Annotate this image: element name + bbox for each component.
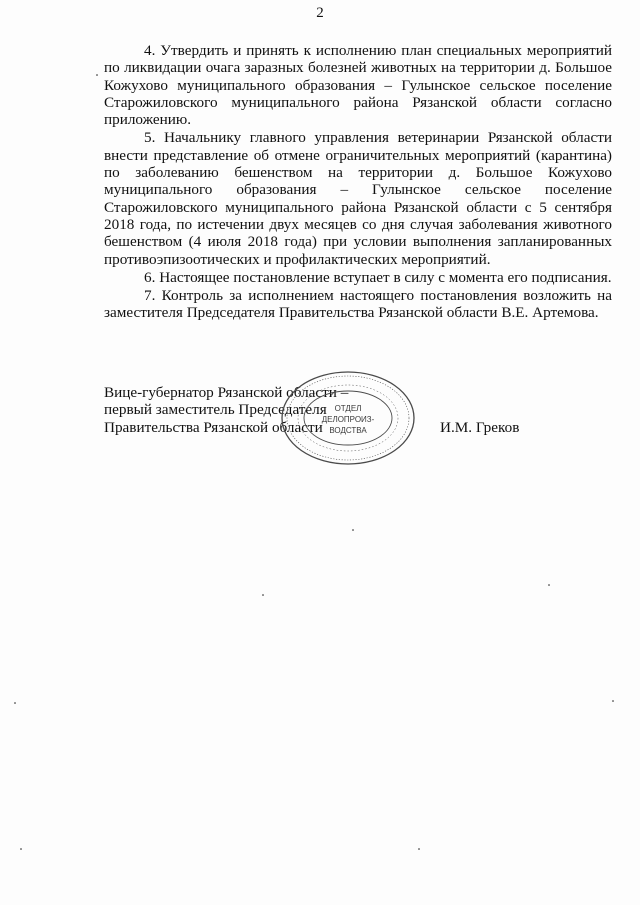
scan-speck [548, 584, 550, 586]
signatory-title-line-2: первый заместитель Председателя [104, 401, 327, 419]
signatory-title-line-1: Вице-губернатор Рязанской области – [104, 384, 349, 401]
paragraph-5: 5. Начальнику главного управления ветеринарии Рязанской области внести представление об отмене ограничительных мероприятий (карантина) по заболеванию бешенством на территории д. Большое Кожухово муниципального образования – Гулынское сельское поселение Старожиловского муниципального района Рязанской области с 5 сентября 2018 года, по истечении двух месяцев со дня случая заболевания животного бешенством (4 июля 2018 года) при условии выполнения запланированных противоэпизоотических и профилактических мероприятий. [104, 129, 612, 268]
scan-speck [14, 702, 16, 704]
seal-text-line-3: ВОДСТВА [329, 426, 367, 435]
document-body [104, 42, 612, 323]
scan-speck [20, 848, 22, 850]
official-seal-stamp [278, 368, 418, 468]
seal-text-line-1: ОТДЕЛ [334, 404, 362, 413]
page-number: 2 [316, 5, 324, 21]
scan-speck [418, 848, 420, 850]
scan-speck [96, 74, 98, 76]
seal-text-line-2: ДЕЛОПРОИЗ- [321, 415, 375, 424]
signatory-title-line-3: Правительства Рязанской области [104, 418, 323, 436]
scan-speck [612, 700, 614, 702]
paragraph-4: 4. Утвердить и принять к исполнению план специальных мероприятий по ликвидации очага заразных болезней животных на территории д. Большое Кожухово муниципального образования – Гулынское сельское поселение Старожиловского муниципального района Рязанской области согласно приложению. [104, 42, 612, 129]
scan-speck [352, 529, 354, 531]
scan-speck [262, 594, 264, 596]
paragraph-6: 6. Настоящее постановление вступает в силу с момента его подписания. [144, 268, 612, 286]
paragraph-7: 7. Контроль за исполнением настоящего постановления возложить на заместителя Председателя Правительства Рязанской области В.Е. Артемова. [104, 287, 612, 322]
signatory-name: И.М. Греков [440, 418, 520, 436]
seal-center-text [308, 403, 388, 436]
